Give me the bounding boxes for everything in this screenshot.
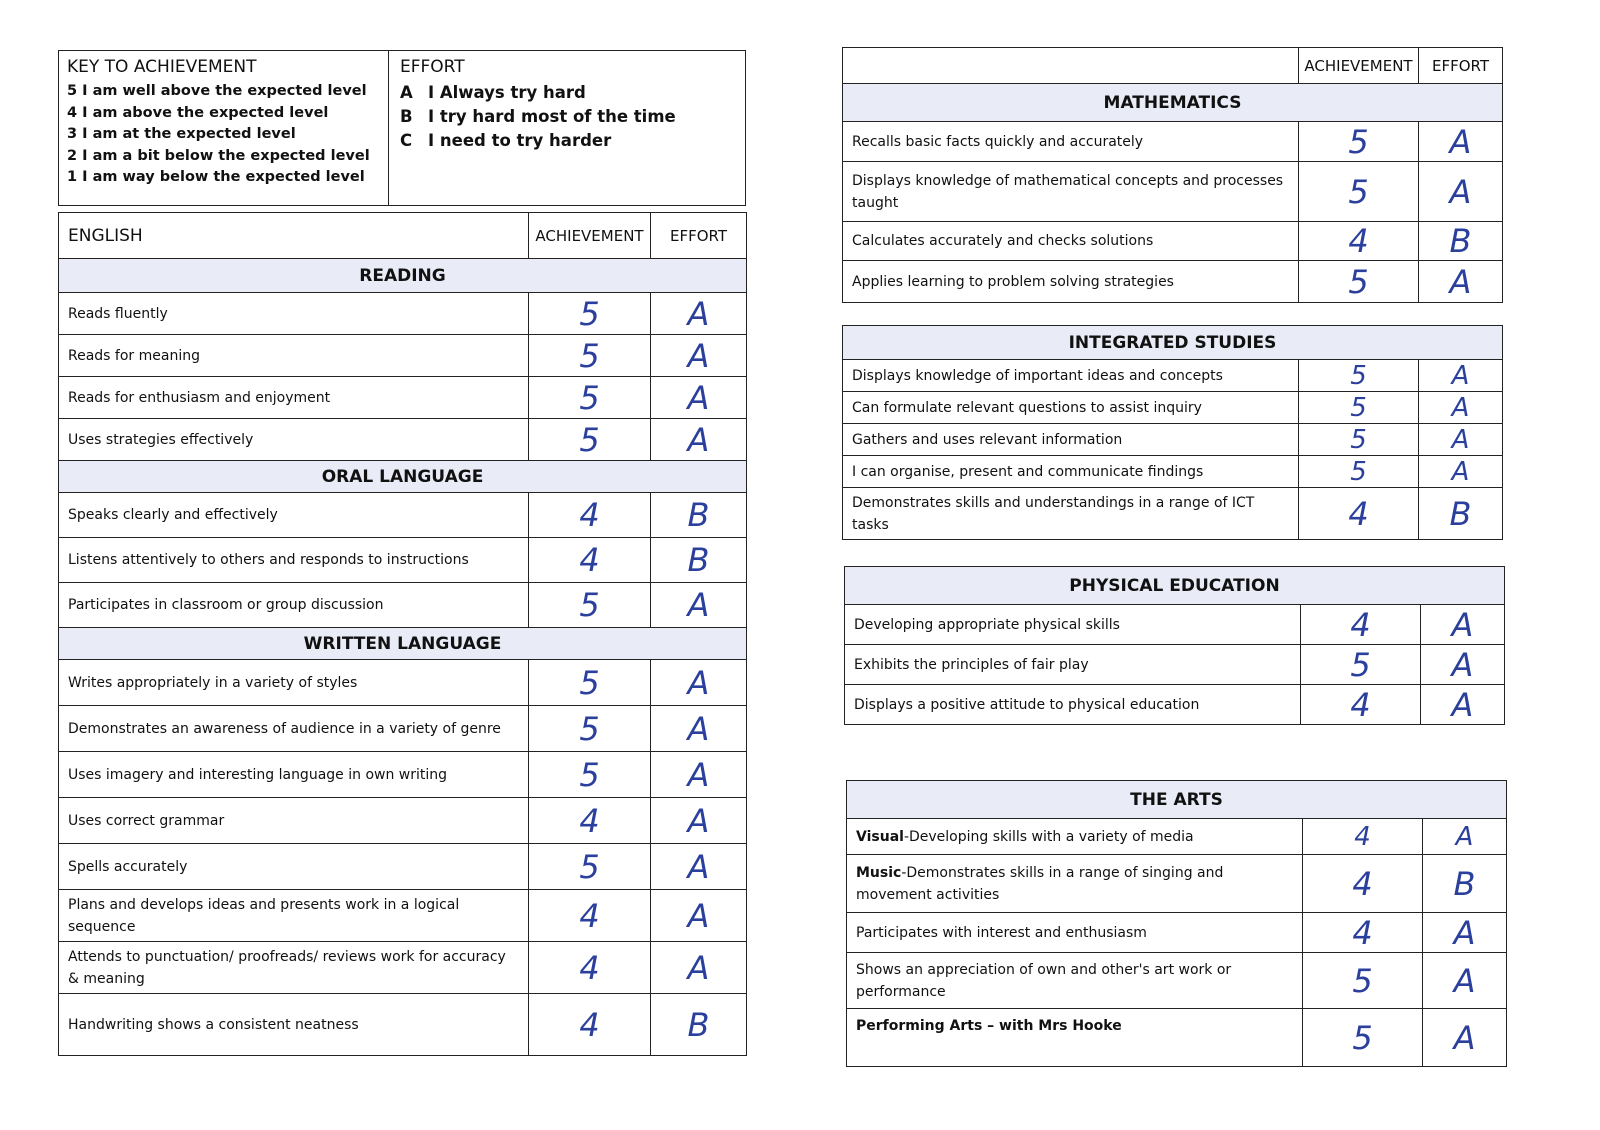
effort-grade: A — [1419, 456, 1503, 488]
effort-grade: A — [651, 890, 747, 942]
effort-header: EFFORT — [1419, 48, 1503, 84]
achievement-key-level: 5 I am well above the expected level — [67, 83, 367, 99]
achievement-grade: 4 — [1299, 488, 1419, 540]
table-row — [59, 798, 747, 844]
row-label: Calculates accurately and checks solutions — [843, 222, 1299, 261]
the-arts-table — [846, 780, 1507, 1067]
achievement-grade: 4 — [1301, 685, 1421, 725]
effort-grade: A — [1419, 360, 1503, 392]
achievement-grade: 5 — [529, 844, 651, 890]
table-row — [847, 913, 1507, 953]
achievement-grade: 4 — [1301, 605, 1421, 645]
achievement-grade: 5 — [529, 583, 651, 628]
row-label: Writes appropriately in a variety of styles — [59, 660, 529, 706]
section-written-language: WRITTEN LANGUAGE — [59, 628, 747, 660]
row-label: Music-Demonstrates skills in a range of singing and movement activities — [847, 855, 1303, 913]
english-title: ENGLISH — [59, 213, 529, 259]
achievement-grade: 4 — [529, 942, 651, 994]
row-label: Displays a positive attitude to physical education — [845, 685, 1301, 725]
effort-grade: A — [1419, 122, 1503, 162]
achievement-key-level: 2 I am a bit below the expected level — [67, 147, 370, 164]
effort-grade: A — [1419, 261, 1503, 303]
table-row — [59, 890, 747, 942]
row-label: Can formulate relevant questions to assist inquiry — [843, 392, 1299, 424]
table-row — [59, 377, 747, 419]
effort-grade: A — [1423, 1009, 1507, 1067]
effort-key-level: A I Always try hard — [400, 83, 586, 102]
achievement-grade: 4 — [1303, 819, 1423, 855]
table-row — [59, 538, 747, 583]
row-label: Gathers and uses relevant information — [843, 424, 1299, 456]
effort-grade: A — [1421, 685, 1505, 725]
section-physical-education: PHYSICAL EDUCATION — [845, 567, 1505, 605]
achievement-header: ACHIEVEMENT — [1299, 48, 1419, 84]
row-label: Performing Arts – with Mrs Hooke — [847, 1009, 1303, 1067]
section-oral-language: ORAL LANGUAGE — [59, 461, 747, 493]
achievement-grade: 5 — [1299, 456, 1419, 488]
table-row — [843, 122, 1503, 162]
integrated-studies-table — [842, 325, 1503, 540]
achievement-grade: 5 — [1301, 645, 1421, 685]
row-label: Reads for meaning — [59, 335, 529, 377]
effort-grade: A — [651, 798, 747, 844]
effort-grade: A — [1421, 645, 1505, 685]
achievement-grade: 5 — [1299, 162, 1419, 222]
effort-grade: A — [651, 706, 747, 752]
effort-grade: A — [1419, 424, 1503, 456]
table-row — [845, 605, 1505, 645]
effort-grade: A — [1423, 953, 1507, 1009]
achievement-grade: 4 — [1299, 222, 1419, 261]
effort-grade: A — [1423, 913, 1507, 953]
row-label: Reads fluently — [59, 293, 529, 335]
achievement-grade: 5 — [1299, 122, 1419, 162]
row-label: Handwriting shows a consistent neatness — [59, 994, 529, 1056]
row-label: Participates with interest and enthusiasm — [847, 913, 1303, 953]
achievement-grade: 5 — [529, 660, 651, 706]
table-row — [59, 942, 747, 994]
row-label: Displays knowledge of important ideas and concepts — [843, 360, 1299, 392]
effort-grade: A — [1419, 162, 1503, 222]
row-label: Displays knowledge of mathematical concepts and processes taught — [843, 162, 1299, 222]
achievement-grade: 4 — [529, 538, 651, 583]
achievement-key-level: 4 I am above the expected level — [67, 104, 329, 121]
achievement-grade: 4 — [1303, 913, 1423, 953]
table-row — [847, 819, 1507, 855]
section-reading: READING — [59, 259, 747, 293]
effort-grade: B — [651, 538, 747, 583]
row-label: Visual-Developing skills with a variety of media — [847, 819, 1303, 855]
table-row — [59, 293, 747, 335]
table-row — [847, 1009, 1507, 1067]
key-box — [58, 50, 746, 206]
achievement-grade: 5 — [529, 706, 651, 752]
section-integrated-studies: INTEGRATED STUDIES — [843, 326, 1503, 360]
table-row — [843, 162, 1503, 222]
table-row — [843, 222, 1503, 261]
blank-header — [843, 48, 1299, 84]
table-row — [847, 953, 1507, 1009]
achievement-grade: 5 — [529, 752, 651, 798]
achievement-grade: 5 — [529, 377, 651, 419]
effort-grade: A — [1421, 605, 1505, 645]
table-row — [59, 660, 747, 706]
table-row — [59, 493, 747, 538]
table-row — [59, 752, 747, 798]
achievement-grade: 5 — [529, 335, 651, 377]
row-label: Speaks clearly and effectively — [59, 493, 529, 538]
effort-grade: A — [651, 660, 747, 706]
achievement-header: ACHIEVEMENT — [529, 213, 651, 259]
english-table — [58, 212, 747, 1056]
effort-grade: B — [1419, 488, 1503, 540]
effort-grade: B — [651, 994, 747, 1056]
row-label: Listens attentively to others and responds to instructions — [59, 538, 529, 583]
achievement-grade: 4 — [529, 798, 651, 844]
table-row — [59, 419, 747, 461]
achievement-grade: 5 — [529, 419, 651, 461]
achievement-key-level: 1 I am way below the expected level — [67, 169, 365, 185]
table-row — [59, 335, 747, 377]
table-row — [845, 685, 1505, 725]
table-row — [843, 392, 1503, 424]
row-label: I can organise, present and communicate findings — [843, 456, 1299, 488]
achievement-grade: 5 — [1303, 1009, 1423, 1067]
row-label: Reads for enthusiasm and enjoyment — [59, 377, 529, 419]
row-label: Demonstrates an awareness of audience in a variety of genre — [59, 706, 529, 752]
table-row — [843, 456, 1503, 488]
effort-key-level: C I need to try harder — [400, 131, 612, 150]
mathematics-table — [842, 47, 1503, 303]
effort-grade: A — [651, 942, 747, 994]
row-label: Recalls basic facts quickly and accurately — [843, 122, 1299, 162]
row-label: Developing appropriate physical skills — [845, 605, 1301, 645]
row-label: Uses imagery and interesting language in own writing — [59, 752, 529, 798]
achievement-grade: 4 — [529, 493, 651, 538]
effort-grade: A — [651, 752, 747, 798]
row-label: Exhibits the principles of fair play — [845, 645, 1301, 685]
effort-grade: A — [651, 377, 747, 419]
achievement-grade: 5 — [1299, 360, 1419, 392]
table-row — [847, 855, 1507, 913]
achievement-key — [59, 51, 389, 205]
achievement-grade: 4 — [529, 890, 651, 942]
table-row — [843, 488, 1503, 540]
table-row — [843, 360, 1503, 392]
achievement-grade: 4 — [529, 994, 651, 1056]
effort-grade: A — [651, 335, 747, 377]
row-label: Demonstrates skills and understandings in a range of ICT tasks — [843, 488, 1299, 540]
effort-grade: B — [651, 493, 747, 538]
row-label: Uses strategies effectively — [59, 419, 529, 461]
achievement-grade: 5 — [1299, 392, 1419, 424]
achievement-grade: 5 — [1303, 953, 1423, 1009]
effort-grade: A — [1419, 392, 1503, 424]
row-label: Shows an appreciation of own and other's art work or performance — [847, 953, 1303, 1009]
effort-header: EFFORT — [651, 213, 747, 259]
row-label: Uses correct grammar — [59, 798, 529, 844]
achievement-grade: 5 — [1299, 261, 1419, 303]
achievement-key-title: KEY TO ACHIEVEMENT — [67, 57, 257, 77]
achievement-key-level: 3 I am at the expected level — [67, 126, 296, 142]
row-label: Applies learning to problem solving strategies — [843, 261, 1299, 303]
row-label: Attends to punctuation/ proofreads/ reviews work for accuracy & meaning — [59, 942, 529, 994]
effort-grade: A — [1423, 819, 1507, 855]
table-row — [59, 844, 747, 890]
row-label: Spells accurately — [59, 844, 529, 890]
row-label: Participates in classroom or group discussion — [59, 583, 529, 628]
achievement-grade: 5 — [529, 293, 651, 335]
achievement-grade: 4 — [1303, 855, 1423, 913]
effort-grade: A — [651, 419, 747, 461]
table-row — [59, 994, 747, 1056]
table-row — [845, 645, 1505, 685]
section-mathematics: MATHEMATICS — [843, 84, 1503, 122]
effort-grade: B — [1419, 222, 1503, 261]
physical-education-table — [844, 566, 1505, 725]
table-row — [59, 706, 747, 752]
effort-grade: B — [1423, 855, 1507, 913]
table-row — [59, 583, 747, 628]
effort-grade: A — [651, 583, 747, 628]
effort-grade: A — [651, 844, 747, 890]
achievement-grade: 5 — [1299, 424, 1419, 456]
effort-key-level: B I try hard most of the time — [400, 107, 676, 126]
effort-grade: A — [651, 293, 747, 335]
section-the-arts: THE ARTS — [847, 781, 1507, 819]
effort-key-title: EFFORT — [400, 57, 465, 77]
table-row — [843, 424, 1503, 456]
table-row — [843, 261, 1503, 303]
row-label: Plans and develops ideas and presents work in a logical sequence — [59, 890, 529, 942]
effort-key — [390, 51, 745, 205]
